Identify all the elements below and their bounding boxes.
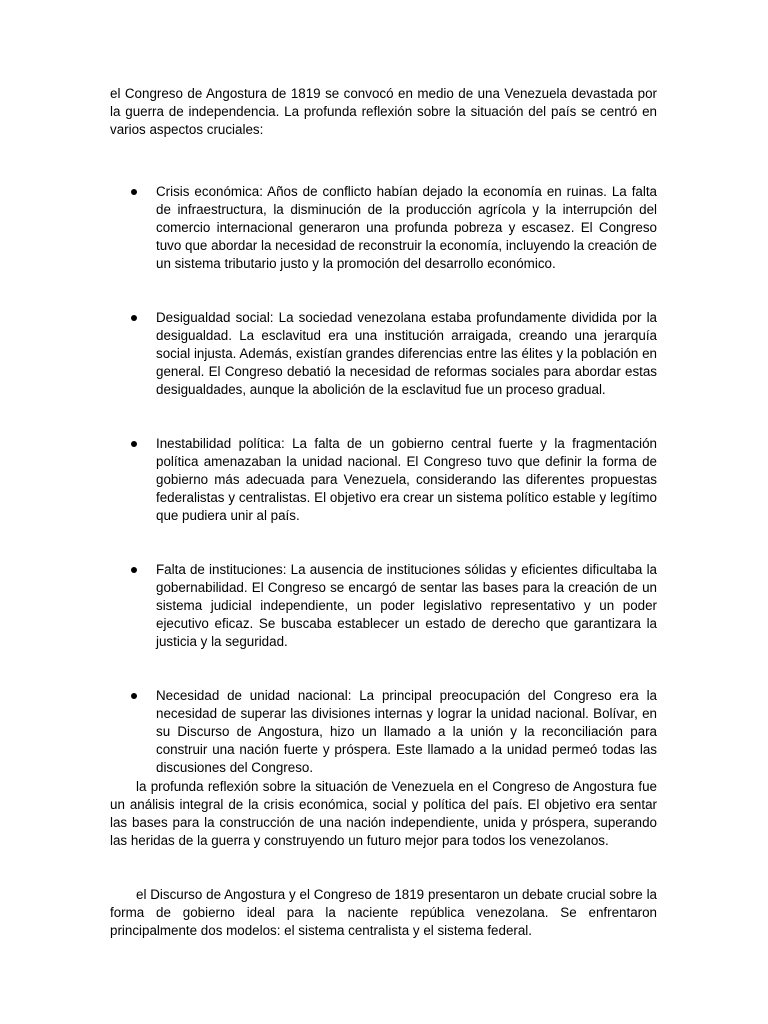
bullet-icon xyxy=(131,189,137,195)
bullet-icon xyxy=(131,315,137,321)
list-item-text: Inestabilidad política: La falta de un gobierno central fuerte y la fragmentación política amenazaban la unidad nacional. El Congreso tuvo que definir la forma de gobierno más adecuada para Venezuela, considerando las diferentes propuestas federalistas y centralistas. El objetivo era crear un sistema político estable y legítimo que pudiera unir al país. xyxy=(156,436,657,523)
bullet-icon xyxy=(131,567,137,573)
list-item-inestabilidad-politica xyxy=(110,435,657,525)
topics-list xyxy=(110,183,657,777)
document-page xyxy=(110,85,657,940)
conclusion-paragraph: la profunda reflexión sobre la situación de Venezuela en el Congreso de Angostura fue un análisis integral de la crisis económica, social y política del país. El objetivo era sentar las bases para la construcción de una nación independiente, unida y próspera, superando las heridas de la guerra y construyendo un futuro mejor para todos los venezolanos. xyxy=(110,779,657,848)
list-item-text: Desigualdad social: La sociedad venezolana estaba profundamente dividida por la desigualdad. La esclavitud era una institución arraigada, creando una jerarquía social injusta. Además, existían grandes diferencias entre las élites y la población en general. El Congreso debatió la necesidad de reformas sociales para abordar estas desigualdades, aunque la abolición de la esclavitud fue un proceso gradual. xyxy=(156,310,657,397)
list-item-desigualdad-social xyxy=(110,309,657,399)
bullet-icon xyxy=(131,441,137,447)
list-item-falta-de-instituciones xyxy=(110,561,657,651)
list-item-crisis-economica xyxy=(110,183,657,273)
list-item-unidad-nacional xyxy=(110,687,657,777)
discourse-paragraph: el Discurso de Angostura y el Congreso de 1819 presentaron un debate crucial sobre la forma de gobierno ideal para la naciente república venezolana. Se enfrentaron principalmente dos modelos: el sistema centralista y el sistema federal. xyxy=(110,887,657,938)
list-item-text: Falta de instituciones: La ausencia de instituciones sólidas y eficientes dificultaba la gobernabilidad. El Congreso se encargó de sentar las bases para la creación de un sistema judicial independiente, un poder legislativo representativo y un poder ejecutivo eficaz. Se buscaba establecer un estado de derecho que garantizara la justicia y la seguridad. xyxy=(156,562,657,649)
list-item-text: Necesidad de unidad nacional: La principal preocupación del Congreso era la necesidad de superar las divisiones internas y lograr la unidad nacional. Bolívar, en su Discurso de Angostura, hizo un llamado a la unión y la reconciliación para construir una nación fuerte y próspera. Este llamado a la unidad permeó todas las discusiones del Congreso. xyxy=(156,688,657,775)
bullet-icon xyxy=(131,693,137,699)
list-item-text: Crisis económica: Años de conflicto habían dejado la economía en ruinas. La falta de infraestructura, la disminución de la producción agrícola y la interrupción del comercio internacional generaron una profunda pobreza y escasez. El Congreso tuvo que abordar la necesidad de reconstruir la economía, incluyendo la creación de un sistema tributario justo y la promoción del desarrollo económico. xyxy=(156,184,657,271)
intro-paragraph: el Congreso de Angostura de 1819 se convocó en medio de una Venezuela devastada por la guerra de independencia. La profunda reflexión sobre la situación del país se centró en varios aspectos cruciales: xyxy=(110,86,657,137)
